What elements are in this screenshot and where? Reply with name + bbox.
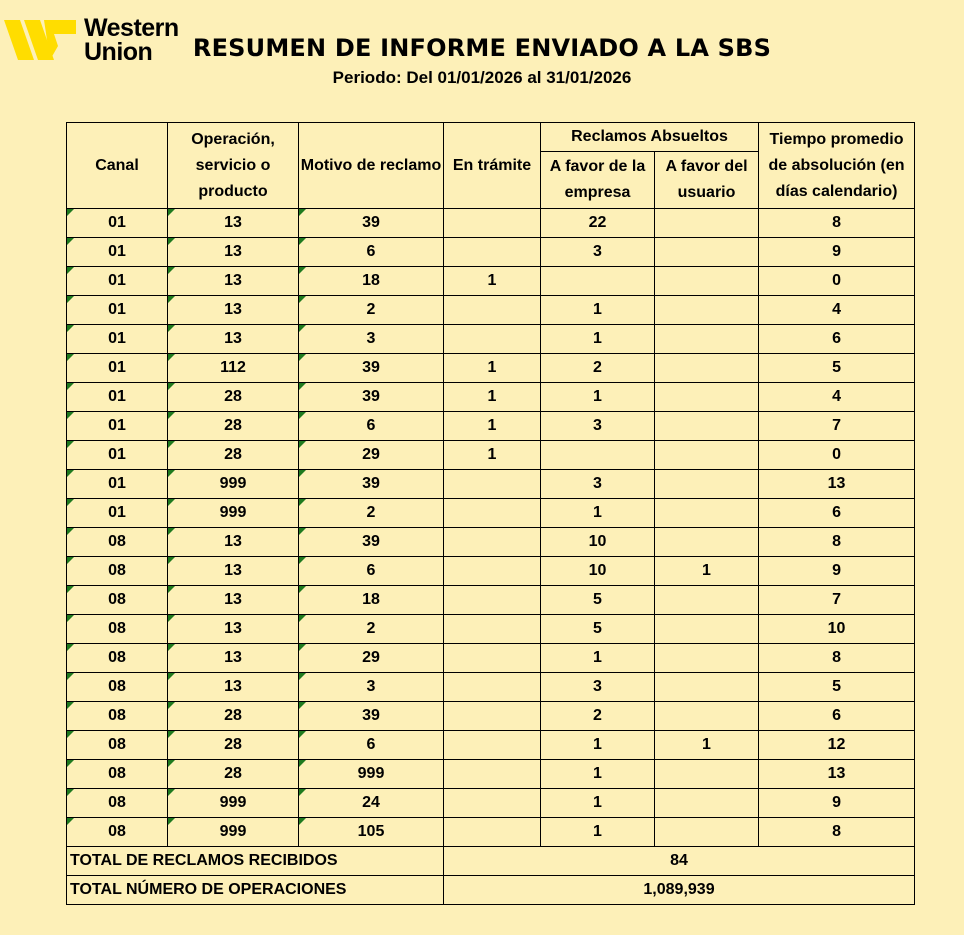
- cell-tramite: [444, 702, 541, 731]
- cell-operacion: 28: [168, 702, 299, 731]
- cell-tiempo: 6: [759, 499, 915, 528]
- header-empresa: A favor de la empresa: [541, 152, 655, 209]
- header-absueltos: Reclamos Absueltos: [541, 123, 759, 152]
- cell-tramite: 1: [444, 267, 541, 296]
- cell-empresa: 1: [541, 644, 655, 673]
- header-motivo: Motivo de reclamo: [299, 123, 444, 209]
- cell-tiempo: 8: [759, 209, 915, 238]
- report-title: [0, 34, 964, 66]
- cell-usuario: [655, 267, 759, 296]
- cell-empresa: 1: [541, 383, 655, 412]
- cell-canal: 01: [67, 209, 168, 238]
- cell-motivo: 2: [299, 296, 444, 325]
- header-usuario: A favor del usuario: [655, 152, 759, 209]
- cell-motivo: 39: [299, 383, 444, 412]
- cell-motivo: 39: [299, 354, 444, 383]
- cell-motivo: 29: [299, 644, 444, 673]
- cell-tiempo: 9: [759, 789, 915, 818]
- cell-usuario: [655, 354, 759, 383]
- header-tiempo: Tiempo promedio de absolución (en días calendario): [759, 123, 915, 209]
- cell-tramite: [444, 818, 541, 847]
- cell-tiempo: 4: [759, 383, 915, 412]
- cell-motivo: 2: [299, 615, 444, 644]
- cell-empresa: 3: [541, 238, 655, 267]
- cell-empresa: 3: [541, 470, 655, 499]
- cell-operacion: 13: [168, 644, 299, 673]
- table-row: [67, 354, 915, 383]
- table-row: [67, 267, 915, 296]
- cell-canal: 08: [67, 818, 168, 847]
- cell-motivo: 18: [299, 586, 444, 615]
- table-row: [67, 296, 915, 325]
- cell-usuario: [655, 644, 759, 673]
- cell-usuario: [655, 325, 759, 354]
- cell-tiempo: 4: [759, 296, 915, 325]
- cell-empresa: 2: [541, 354, 655, 383]
- cell-canal: 08: [67, 673, 168, 702]
- table-row: [67, 789, 915, 818]
- cell-canal: 08: [67, 731, 168, 760]
- cell-usuario: [655, 673, 759, 702]
- cell-tramite: [444, 673, 541, 702]
- complaints-table: [66, 122, 915, 905]
- cell-tramite: 1: [444, 354, 541, 383]
- cell-motivo: 6: [299, 731, 444, 760]
- cell-usuario: 1: [655, 557, 759, 586]
- cell-tramite: [444, 760, 541, 789]
- table-row: [67, 673, 915, 702]
- header-canal: Canal: [67, 123, 168, 209]
- total-recibidos-label: TOTAL DE RECLAMOS RECIBIDOS: [67, 847, 444, 876]
- cell-empresa: 1: [541, 760, 655, 789]
- cell-usuario: [655, 615, 759, 644]
- cell-operacion: 13: [168, 528, 299, 557]
- cell-empresa: 5: [541, 586, 655, 615]
- cell-tramite: [444, 557, 541, 586]
- cell-empresa: 1: [541, 296, 655, 325]
- cell-operacion: 999: [168, 818, 299, 847]
- cell-tiempo: 0: [759, 441, 915, 470]
- cell-tramite: [444, 731, 541, 760]
- cell-tiempo: 5: [759, 354, 915, 383]
- cell-usuario: [655, 441, 759, 470]
- cell-tramite: [444, 528, 541, 557]
- cell-tiempo: 10: [759, 615, 915, 644]
- cell-motivo: 6: [299, 412, 444, 441]
- table-row: [67, 412, 915, 441]
- cell-empresa: 1: [541, 818, 655, 847]
- cell-tiempo: 13: [759, 470, 915, 499]
- cell-usuario: [655, 209, 759, 238]
- cell-motivo: 105: [299, 818, 444, 847]
- cell-tramite: 1: [444, 412, 541, 441]
- cell-empresa: 1: [541, 731, 655, 760]
- cell-tramite: [444, 586, 541, 615]
- cell-tiempo: 7: [759, 586, 915, 615]
- table-row: [67, 760, 915, 789]
- cell-canal: 08: [67, 789, 168, 818]
- cell-operacion: 999: [168, 470, 299, 499]
- cell-canal: 01: [67, 441, 168, 470]
- cell-tramite: [444, 209, 541, 238]
- cell-operacion: 13: [168, 673, 299, 702]
- cell-motivo: 18: [299, 267, 444, 296]
- cell-tramite: [444, 615, 541, 644]
- table-row: [67, 528, 915, 557]
- cell-canal: 08: [67, 557, 168, 586]
- cell-tiempo: 8: [759, 528, 915, 557]
- cell-motivo: 39: [299, 470, 444, 499]
- cell-tiempo: 12: [759, 731, 915, 760]
- cell-tiempo: 0: [759, 267, 915, 296]
- cell-tiempo: 13: [759, 760, 915, 789]
- total-operaciones-row: [67, 876, 915, 905]
- cell-canal: 01: [67, 238, 168, 267]
- cell-canal: 01: [67, 267, 168, 296]
- cell-operacion: 28: [168, 441, 299, 470]
- cell-usuario: 1: [655, 731, 759, 760]
- cell-operacion: 13: [168, 586, 299, 615]
- total-operaciones-label: TOTAL NÚMERO DE OPERACIONES: [67, 876, 444, 905]
- cell-tramite: [444, 644, 541, 673]
- cell-operacion: 13: [168, 267, 299, 296]
- cell-canal: 01: [67, 412, 168, 441]
- cell-operacion: 28: [168, 412, 299, 441]
- cell-empresa: 1: [541, 499, 655, 528]
- cell-tramite: 1: [444, 441, 541, 470]
- cell-tiempo: 9: [759, 238, 915, 267]
- cell-tramite: [444, 470, 541, 499]
- report-title-text: RESUMEN DE INFORME ENVIADO A LA SBS: [192, 34, 772, 62]
- table-row: [67, 470, 915, 499]
- cell-empresa: 1: [541, 789, 655, 818]
- table-row: [67, 499, 915, 528]
- cell-operacion: 13: [168, 238, 299, 267]
- cell-motivo: 2: [299, 499, 444, 528]
- cell-canal: 08: [67, 644, 168, 673]
- cell-motivo: 999: [299, 760, 444, 789]
- cell-motivo: 39: [299, 209, 444, 238]
- cell-operacion: 13: [168, 296, 299, 325]
- header-tramite: En trámite: [444, 123, 541, 209]
- cell-canal: 01: [67, 470, 168, 499]
- table-row: [67, 615, 915, 644]
- cell-tiempo: 6: [759, 325, 915, 354]
- cell-tiempo: 9: [759, 557, 915, 586]
- cell-empresa: 22: [541, 209, 655, 238]
- report-period: Periodo: Del 01/01/2026 al 31/01/2026: [332, 68, 632, 87]
- cell-canal: 01: [67, 499, 168, 528]
- cell-operacion: 28: [168, 731, 299, 760]
- cell-motivo: 6: [299, 238, 444, 267]
- table-row: [67, 557, 915, 586]
- cell-empresa: 10: [541, 528, 655, 557]
- cell-empresa: 3: [541, 412, 655, 441]
- cell-usuario: [655, 499, 759, 528]
- cell-operacion: 28: [168, 383, 299, 412]
- cell-usuario: [655, 586, 759, 615]
- cell-operacion: 28: [168, 760, 299, 789]
- cell-motivo: 29: [299, 441, 444, 470]
- cell-operacion: 13: [168, 325, 299, 354]
- header-operacion: Operación, servicio o producto: [168, 123, 299, 209]
- table-row: [67, 325, 915, 354]
- cell-canal: 01: [67, 383, 168, 412]
- cell-motivo: 39: [299, 702, 444, 731]
- cell-canal: 01: [67, 325, 168, 354]
- cell-canal: 01: [67, 354, 168, 383]
- table-row: [67, 209, 915, 238]
- cell-motivo: 39: [299, 528, 444, 557]
- cell-usuario: [655, 238, 759, 267]
- cell-canal: 08: [67, 760, 168, 789]
- cell-tiempo: 7: [759, 412, 915, 441]
- cell-motivo: 3: [299, 673, 444, 702]
- cell-canal: 08: [67, 528, 168, 557]
- cell-empresa: 2: [541, 702, 655, 731]
- total-recibidos-value: 84: [444, 847, 915, 876]
- table-row: [67, 441, 915, 470]
- cell-tiempo: 8: [759, 818, 915, 847]
- table-row: [67, 238, 915, 267]
- cell-operacion: 112: [168, 354, 299, 383]
- cell-tiempo: 8: [759, 644, 915, 673]
- cell-tramite: [444, 238, 541, 267]
- cell-usuario: [655, 760, 759, 789]
- cell-tiempo: 5: [759, 673, 915, 702]
- cell-operacion: 13: [168, 615, 299, 644]
- cell-operacion: 13: [168, 557, 299, 586]
- cell-tiempo: 6: [759, 702, 915, 731]
- cell-operacion: 13: [168, 209, 299, 238]
- cell-canal: 08: [67, 586, 168, 615]
- cell-canal: 08: [67, 615, 168, 644]
- cell-empresa: 5: [541, 615, 655, 644]
- cell-usuario: [655, 528, 759, 557]
- cell-empresa: 1: [541, 325, 655, 354]
- cell-tramite: [444, 325, 541, 354]
- table-row: [67, 818, 915, 847]
- cell-operacion: 999: [168, 499, 299, 528]
- cell-empresa: 10: [541, 557, 655, 586]
- cell-usuario: [655, 296, 759, 325]
- cell-tramite: [444, 789, 541, 818]
- table-row: [67, 383, 915, 412]
- cell-empresa: [541, 441, 655, 470]
- cell-empresa: 3: [541, 673, 655, 702]
- cell-empresa: [541, 267, 655, 296]
- cell-tramite: 1: [444, 383, 541, 412]
- cell-usuario: [655, 818, 759, 847]
- cell-operacion: 999: [168, 789, 299, 818]
- cell-usuario: [655, 470, 759, 499]
- table-row: [67, 702, 915, 731]
- cell-motivo: 3: [299, 325, 444, 354]
- cell-usuario: [655, 383, 759, 412]
- table-row: [67, 644, 915, 673]
- total-recibidos-row: [67, 847, 915, 876]
- cell-tramite: [444, 296, 541, 325]
- cell-canal: 08: [67, 702, 168, 731]
- brand-line-2: Union: [84, 38, 153, 66]
- cell-usuario: [655, 702, 759, 731]
- table-row: [67, 731, 915, 760]
- cell-usuario: [655, 789, 759, 818]
- table-row: [67, 586, 915, 615]
- cell-usuario: [655, 412, 759, 441]
- cell-motivo: 6: [299, 557, 444, 586]
- brand-line-1: Western: [84, 14, 179, 42]
- cell-motivo: 24: [299, 789, 444, 818]
- total-operaciones-value: 1,089,939: [444, 876, 915, 905]
- cell-tramite: [444, 499, 541, 528]
- cell-canal: 01: [67, 296, 168, 325]
